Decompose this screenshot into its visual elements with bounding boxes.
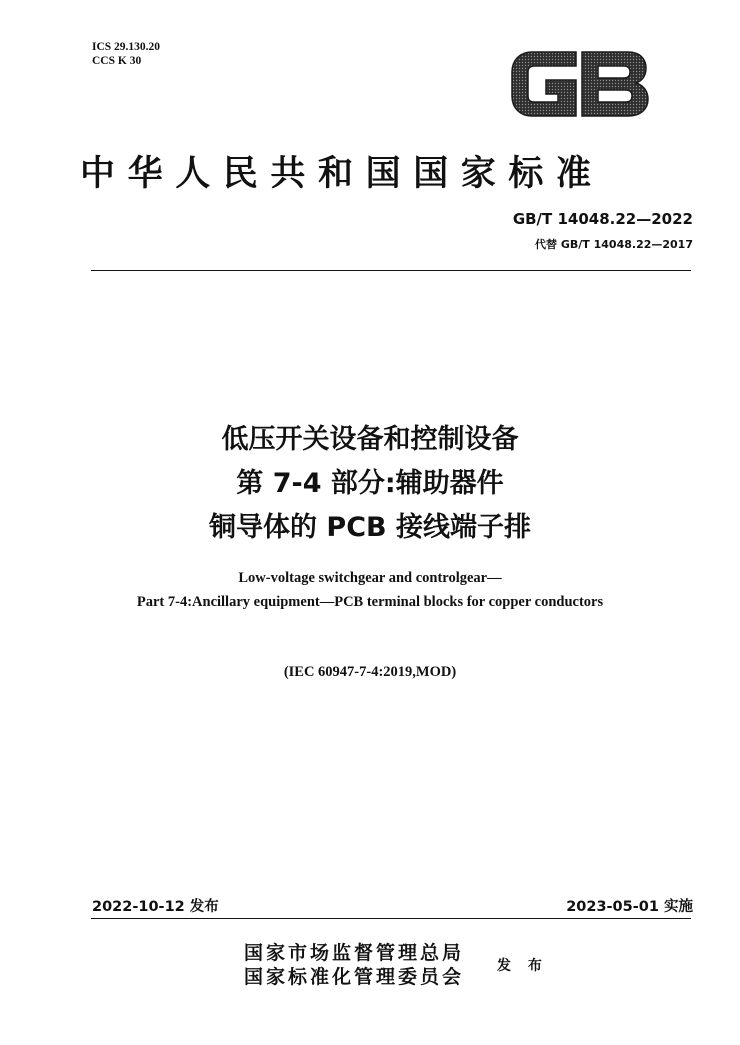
- ics-code: ICS 29.130.20: [92, 41, 161, 53]
- classification-codes: [92, 40, 160, 68]
- ccs-code: CCS K 30: [92, 55, 142, 67]
- issuer-sac: 国家标准化管理委员会: [244, 967, 465, 988]
- issue-date: 2022-10-12 发布: [92, 899, 219, 915]
- title-cn-line-2: 第 7-4 部分:辅助器件: [236, 468, 504, 499]
- replaces-standard: 代替 GB/T 14048.22—2017: [535, 238, 693, 251]
- gb-standard-logo-icon: [506, 46, 652, 122]
- implementation-date: 2023-05-01 实施: [566, 899, 693, 915]
- title-cn-line-3: 铜导体的 PCB 接线端子排: [209, 512, 531, 543]
- publish-label: 发 布: [497, 958, 548, 974]
- standard-number: GB/T 14048.22—2022: [512, 210, 693, 228]
- issuing-authorities: [244, 942, 464, 990]
- title-en-line-2: Part 7-4:Ancillary equipment—PCB terminal blocks for copper conductors: [136, 594, 604, 610]
- header-divider: [91, 270, 691, 271]
- title-cn-line-1: 低压开关设备和控制设备: [221, 424, 519, 455]
- national-standard-title: 中华人民共和国国家标准: [80, 154, 604, 193]
- iec-adoption-reference: (IEC 60947-7-4:2019,MOD): [283, 664, 457, 680]
- footer-divider: [91, 918, 691, 919]
- issuer-samr: 国家市场监督管理总局: [244, 943, 465, 964]
- title-en-line-1: Low-voltage switchgear and controlgear—: [238, 570, 502, 586]
